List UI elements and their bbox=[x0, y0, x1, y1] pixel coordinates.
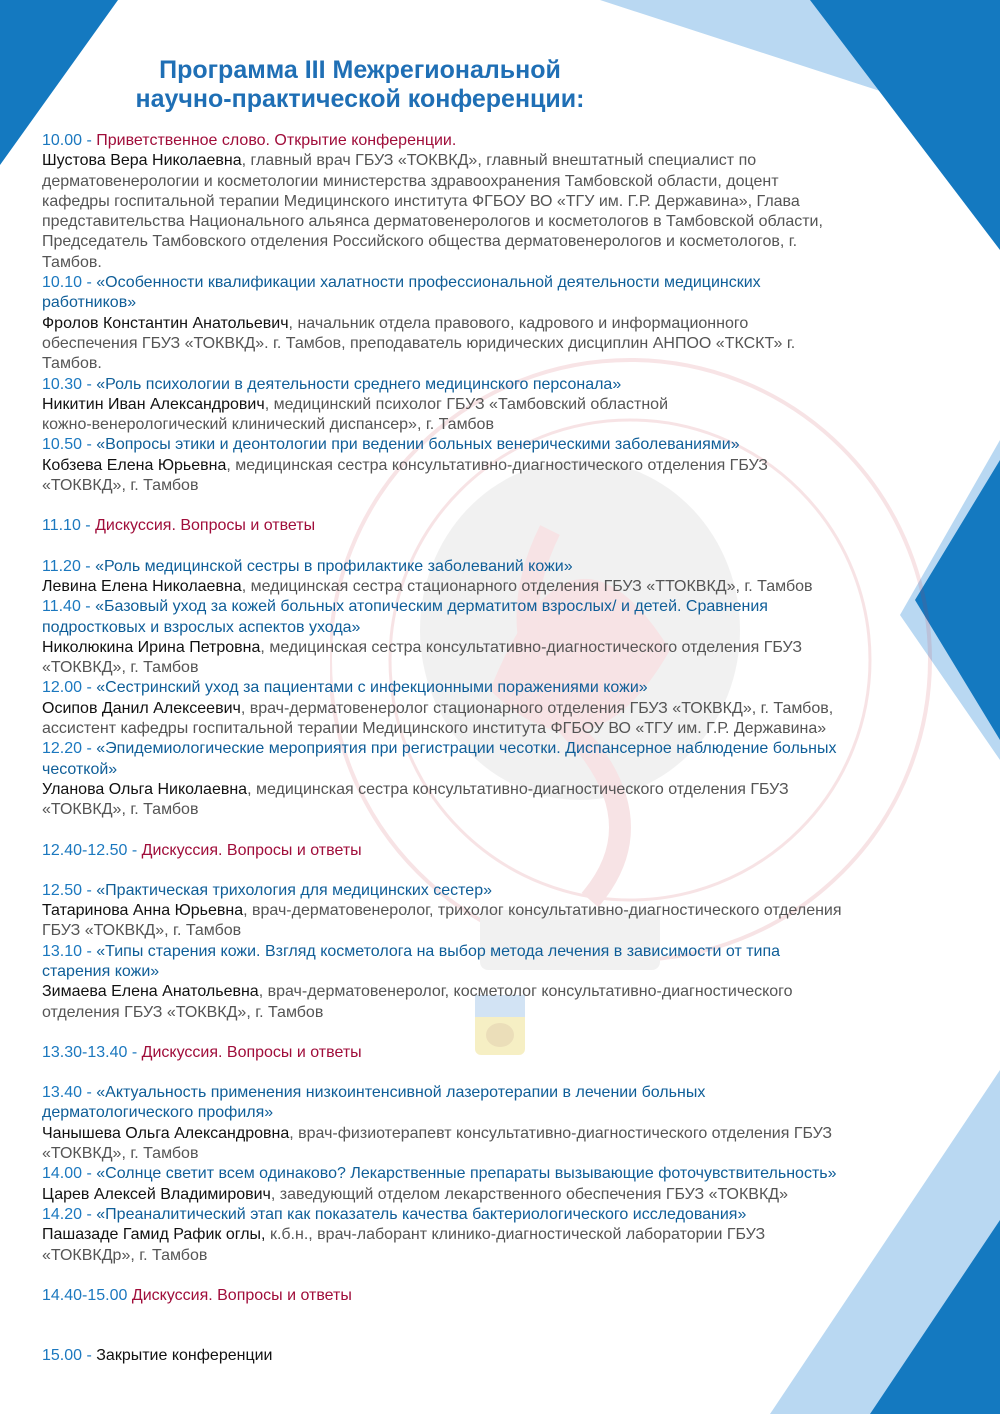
time-label: 12.50 - bbox=[42, 881, 97, 899]
spacer bbox=[42, 1266, 962, 1286]
time-label: 12.40-12.50 - bbox=[42, 841, 142, 859]
speaker-details: дерматовенерологии и косметологии министерства здравоохранения Тамбовской области, доцент bbox=[42, 172, 779, 190]
speaker-details: Тамбов. bbox=[42, 253, 102, 271]
speaker-details: , медицинская сестра стационарного отделения ГБУЗ «ТТОКВКД», г. Тамбов bbox=[241, 577, 813, 595]
speaker-line bbox=[42, 1003, 962, 1023]
speaker-details: Председатель Тамбовского отделения Российского общества дерматовенерологов и косметологов, г. bbox=[42, 233, 798, 251]
speaker-line bbox=[42, 577, 962, 597]
speaker-name: Татаринова Анна Юрьевна bbox=[42, 902, 244, 920]
speaker-details: , медицинская сестра консультативно-диагностического отделения ГБУЗ bbox=[226, 456, 768, 474]
speaker-name: Уланова Ольга Николаевна bbox=[42, 780, 248, 798]
schedule-item-header bbox=[42, 1083, 962, 1103]
spacer bbox=[42, 1023, 962, 1043]
time-label: 10.10 - bbox=[42, 274, 97, 292]
time-label: 14.00 - bbox=[42, 1165, 97, 1183]
discussion-label: Дискуссия. Вопросы и ответы bbox=[131, 1286, 352, 1304]
discussion-label: Дискуссия. Вопросы и ответы bbox=[141, 841, 362, 859]
talk-topic: «Базовый уход за кожей больных атопическим дерматитом взрослых/ и детей. Сравнения bbox=[95, 598, 768, 616]
schedule-item-header bbox=[42, 1346, 962, 1366]
speaker-line bbox=[42, 232, 962, 252]
speaker-details: «ТОКВКДр», г. Тамбов bbox=[42, 1246, 208, 1264]
speaker-details: к.б.н., врач-лаборант клинико-диагностической лаборатории ГБУЗ bbox=[265, 1226, 766, 1244]
talk-topic: «Сестринский уход за пациентами с инфекционными поражениями кожи» bbox=[96, 679, 648, 697]
speaker-details: , начальник отдела правового, кадрового и информационного bbox=[288, 314, 749, 332]
speaker-line bbox=[42, 212, 962, 232]
speaker-details: , врач-физиотерапевт консультативно-диагностического отделения ГБУЗ bbox=[289, 1124, 833, 1142]
speaker-line bbox=[42, 395, 962, 415]
program-schedule bbox=[42, 131, 962, 1386]
spacer bbox=[42, 496, 962, 516]
schedule-item-header bbox=[42, 841, 962, 861]
speaker-line bbox=[42, 780, 962, 800]
page-title bbox=[0, 56, 720, 114]
speaker-details: , медицинская сестра консультативно-диагностического отделения ГБУЗ bbox=[260, 638, 802, 656]
title-line-2: научно-практической конференции: bbox=[135, 85, 585, 113]
talk-topic: «Вопросы этики и деонтологии при ведении больных венерическими заболеваниями» bbox=[96, 436, 740, 454]
speaker-details: отделения ГБУЗ «ТОКВКД», г. Тамбов bbox=[42, 1003, 324, 1021]
speaker-line bbox=[42, 638, 962, 658]
speaker-name: Чанышева Ольга Александровна bbox=[42, 1124, 290, 1142]
speaker-line bbox=[42, 334, 962, 354]
speaker-details: «ТОКВКД», г. Тамбов bbox=[42, 1145, 199, 1163]
time-label: 14.20 - bbox=[42, 1205, 97, 1223]
time-label: 12.00 - bbox=[42, 679, 97, 697]
speaker-line bbox=[42, 901, 962, 921]
talk-topic-continued bbox=[42, 293, 962, 313]
schedule-item-header bbox=[42, 1286, 962, 1306]
time-label: 15.00 - bbox=[42, 1347, 97, 1365]
speaker-details: ассистент кафедры госпитальной терапии Медицинского института ФГБОУ ВО «ТГУ им. Г.Р. Державина» bbox=[42, 720, 827, 738]
time-label: 14.40-15.00 bbox=[42, 1286, 132, 1304]
speaker-details: Тамбов. bbox=[42, 355, 102, 373]
speaker-line bbox=[42, 415, 962, 435]
speaker-details: «ТОКВКД», г. Тамбов bbox=[42, 659, 199, 677]
schedule-item-header bbox=[42, 1205, 962, 1225]
speaker-line bbox=[42, 151, 962, 171]
speaker-details: , медицинский психолог ГБУЗ «Тамбовский областной bbox=[264, 395, 669, 413]
closing-label: Закрытие конференции bbox=[96, 1347, 273, 1365]
speaker-details: представительства Национального альянса дерматовенерологов и косметологов в Тамбовской области, bbox=[42, 213, 823, 231]
talk-topic: «Эпидемиологические мероприятия при регистрации чесотки. Диспансерное наблюдение больных bbox=[96, 740, 837, 758]
discussion-label: Дискуссия. Вопросы и ответы bbox=[95, 517, 316, 535]
speaker-line bbox=[42, 1225, 962, 1245]
speaker-name: Левина Елена Николаевна bbox=[42, 577, 242, 595]
speaker-details: кожно-венерологический клинический диспансер», г. Тамбов bbox=[42, 416, 494, 434]
spacer bbox=[42, 537, 962, 557]
speaker-line bbox=[42, 982, 962, 1002]
speaker-details: кафедры госпитальной терапии Медицинского института ФГБОУ ВО «ТГУ им. Г.Р. Державина», Глава bbox=[42, 192, 800, 210]
talk-topic-line-2: дерматологического профиля» bbox=[42, 1104, 274, 1122]
schedule-item-header bbox=[42, 739, 962, 759]
time-label: 13.30-13.40 - bbox=[42, 1043, 142, 1061]
speaker-name: Никитин Иван Александрович bbox=[42, 395, 265, 413]
speaker-line bbox=[42, 719, 962, 739]
speaker-details: , главный врач ГБУЗ «ТОКВКД», главный внештатный специалист по bbox=[241, 152, 757, 170]
schedule-item-header bbox=[42, 678, 962, 698]
talk-topic: «Практическая трихология для медицинских сестер» bbox=[96, 881, 492, 899]
schedule-item-header bbox=[42, 435, 962, 455]
speaker-line bbox=[42, 314, 962, 334]
speaker-details: , медицинская сестра консультативно-диагностического отделения ГБУЗ bbox=[247, 780, 789, 798]
talk-topic-continued bbox=[42, 1103, 962, 1123]
talk-topic: «Преаналитический этап как показатель качества бактериологического исследования» bbox=[96, 1205, 747, 1223]
talk-topic: «Актуальность применения низкоинтенсивной лазеротерапии в лечении больных bbox=[96, 1084, 706, 1102]
schedule-item-header bbox=[42, 557, 962, 577]
speaker-line bbox=[42, 800, 962, 820]
schedule-item-header bbox=[42, 597, 962, 617]
schedule-item-header bbox=[42, 881, 962, 901]
spacer bbox=[42, 821, 962, 841]
speaker-line bbox=[42, 456, 962, 476]
schedule-item-header bbox=[42, 1043, 962, 1063]
talk-topic: «Солнце светит всем одинаково? Лекарственные препараты вызывающие фоточувствительность» bbox=[96, 1165, 837, 1183]
time-label: 13.40 - bbox=[42, 1084, 97, 1102]
schedule-item-header bbox=[42, 516, 962, 536]
speaker-name: Осипов Данил Алексеевич bbox=[42, 699, 241, 717]
time-label: 10.30 - bbox=[42, 375, 97, 393]
spacer bbox=[42, 1306, 962, 1326]
speaker-line bbox=[42, 1246, 962, 1266]
talk-topic-continued bbox=[42, 760, 962, 780]
speaker-line bbox=[42, 192, 962, 212]
speaker-line bbox=[42, 658, 962, 678]
time-label: 10.00 - bbox=[42, 132, 97, 149]
speaker-line bbox=[42, 253, 962, 273]
speaker-details: ГБУЗ «ТОКВКД», г. Тамбов bbox=[42, 922, 242, 940]
talk-topic: «Особенности квалификации халатности профессиональной деятельности медицинских bbox=[96, 274, 761, 292]
speaker-details: , врач-дерматовенеролог, косметолог консультативно-диагностического bbox=[258, 983, 793, 1001]
speaker-name: Шустова Вера Николаевна bbox=[42, 152, 242, 170]
time-label: 10.50 - bbox=[42, 436, 97, 454]
speaker-details: , врач-дерматовенеролог стационарного отделения ГБУЗ «ТОКВКД», г. Тамбов, bbox=[240, 699, 834, 717]
spacer bbox=[42, 1326, 962, 1346]
speaker-details: , заведующий отделом лекарственного обеспечения ГБУЗ «ТОКВКД» bbox=[270, 1185, 789, 1203]
speaker-details: «ТОКВКД», г. Тамбов bbox=[42, 477, 199, 495]
speaker-line bbox=[42, 1185, 962, 1205]
talk-topic: Приветственное слово. Открытие конференции. bbox=[96, 132, 457, 149]
schedule-item-header bbox=[42, 273, 962, 293]
talk-topic-continued bbox=[42, 962, 962, 982]
time-label: 11.40 - bbox=[42, 598, 96, 616]
speaker-name: Зимаева Елена Анатольевна bbox=[42, 983, 259, 1001]
talk-topic-line-2: старения кожи» bbox=[42, 962, 160, 980]
talk-topic: «Типы старения кожи. Взгляд косметолога на выбор метода лечения в зависимости от типа bbox=[96, 942, 781, 960]
speaker-line bbox=[42, 921, 962, 941]
talk-topic: «Роль медицинской сестры в профилактике заболеваний кожи» bbox=[95, 557, 573, 575]
speaker-line bbox=[42, 699, 962, 719]
time-label: 11.10 - bbox=[42, 517, 96, 535]
speaker-name: Кобзева Елена Юрьевна bbox=[42, 456, 227, 474]
title-line-1: Программа III Межрегиональной bbox=[159, 56, 561, 84]
talk-topic-line-2: чесоткой» bbox=[42, 760, 118, 778]
speaker-details: «ТОКВКД», г. Тамбов bbox=[42, 801, 199, 819]
spacer bbox=[42, 861, 962, 881]
time-label: 13.10 - bbox=[42, 942, 97, 960]
speaker-name: Пашазаде Гамид Рафик оглы, bbox=[42, 1226, 266, 1244]
speaker-line bbox=[42, 172, 962, 192]
talk-topic-continued bbox=[42, 618, 962, 638]
time-label: 12.20 - bbox=[42, 740, 97, 758]
speaker-details: , врач-дерматовенеролог, трихолог консультативно-диагностического отделения bbox=[243, 902, 842, 920]
speaker-name: Царев Алексей Владимирович bbox=[42, 1185, 271, 1203]
schedule-item-header bbox=[42, 375, 962, 395]
speaker-line bbox=[42, 476, 962, 496]
speaker-name: Фролов Константин Анатольевич bbox=[42, 314, 289, 332]
speaker-line bbox=[42, 1144, 962, 1164]
talk-topic-line-2: подростковых и взрослых аспектов ухода» bbox=[42, 618, 361, 636]
time-label: 11.20 - bbox=[42, 557, 96, 575]
talk-topic: «Роль психологии в деятельности среднего медицинского персонала» bbox=[96, 375, 622, 393]
spacer bbox=[42, 1366, 962, 1386]
discussion-label: Дискуссия. Вопросы и ответы bbox=[141, 1043, 362, 1061]
speaker-line bbox=[42, 1124, 962, 1144]
schedule-item-header bbox=[42, 942, 962, 962]
speaker-line bbox=[42, 354, 962, 374]
talk-topic-line-2: работников» bbox=[42, 294, 137, 312]
schedule-item-header bbox=[42, 131, 962, 151]
spacer bbox=[42, 1063, 962, 1083]
speaker-details: обеспечения ГБУЗ «ТОКВКД». г. Тамбов, преподаватель юридических дисциплин АНПОО «ТКСКТ» г. bbox=[42, 334, 796, 352]
schedule-item-header bbox=[42, 1164, 962, 1184]
speaker-name: Николюкина Ирина Петровна bbox=[42, 638, 261, 656]
